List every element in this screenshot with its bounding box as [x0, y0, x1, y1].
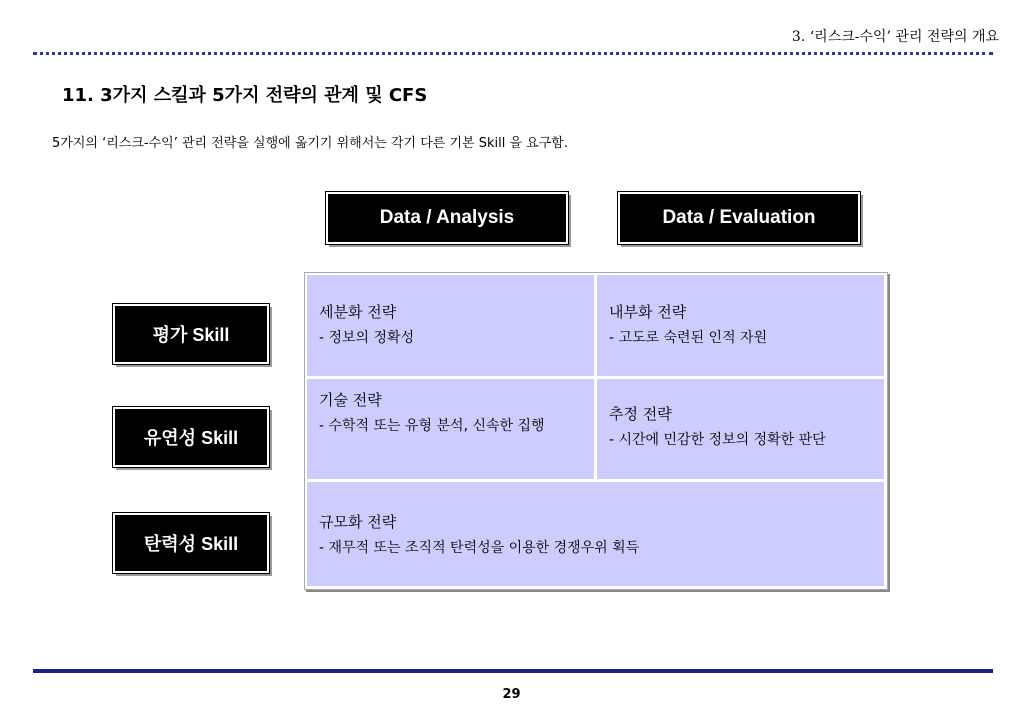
strategy-cell [307, 275, 594, 376]
footer-divider [33, 669, 993, 673]
strategy-desc: - 재무적 또는 조직적 탄력성을 이용한 경쟁우위 획득 [319, 540, 640, 556]
strategy-cell [307, 482, 884, 586]
strategy-cell [597, 379, 884, 479]
strategy-title: 규모화 전략 [319, 513, 397, 531]
skill-evaluation: 평가 Skill [113, 304, 269, 364]
strategy-desc: - 시간에 민감한 정보의 정확한 판단 [609, 432, 826, 448]
skill-flexibility: 유연성 Skill [113, 407, 269, 467]
intro-text: 5가지의 ‘리스크-수익’ 관리 전략을 실행에 옮기기 위해서는 각기 다른 기본 Skill 을 요구함. [52, 136, 568, 151]
strategy-title: 내부화 전략 [609, 303, 687, 321]
column-header-analysis: Data / Analysis [326, 192, 568, 244]
header-dotted-divider [33, 52, 993, 55]
strategy-cell [307, 379, 594, 479]
page-title: 11. 3가지 스킬과 5가지 전략의 관계 및 CFS [62, 85, 428, 106]
page-number: 29 [502, 687, 521, 702]
strategy-cell [597, 275, 884, 376]
strategy-title: 세분화 전략 [319, 303, 397, 321]
strategy-title: 기술 전략 [319, 391, 382, 409]
header-section-title: 3. ‘리스크-수익’ 관리 전략의 개요 [791, 29, 999, 45]
column-header-evaluation: Data / Evaluation [618, 192, 860, 244]
skill-resilience: 탄력성 Skill [113, 513, 269, 573]
strategy-desc: - 고도로 숙련된 인적 자원 [609, 330, 768, 346]
strategy-title: 추정 전략 [609, 405, 672, 423]
strategy-desc: - 수학적 또는 유형 분석, 신속한 집행 [319, 418, 545, 434]
strategy-desc: - 정보의 정확성 [319, 330, 415, 346]
strategy-grid [304, 272, 888, 590]
